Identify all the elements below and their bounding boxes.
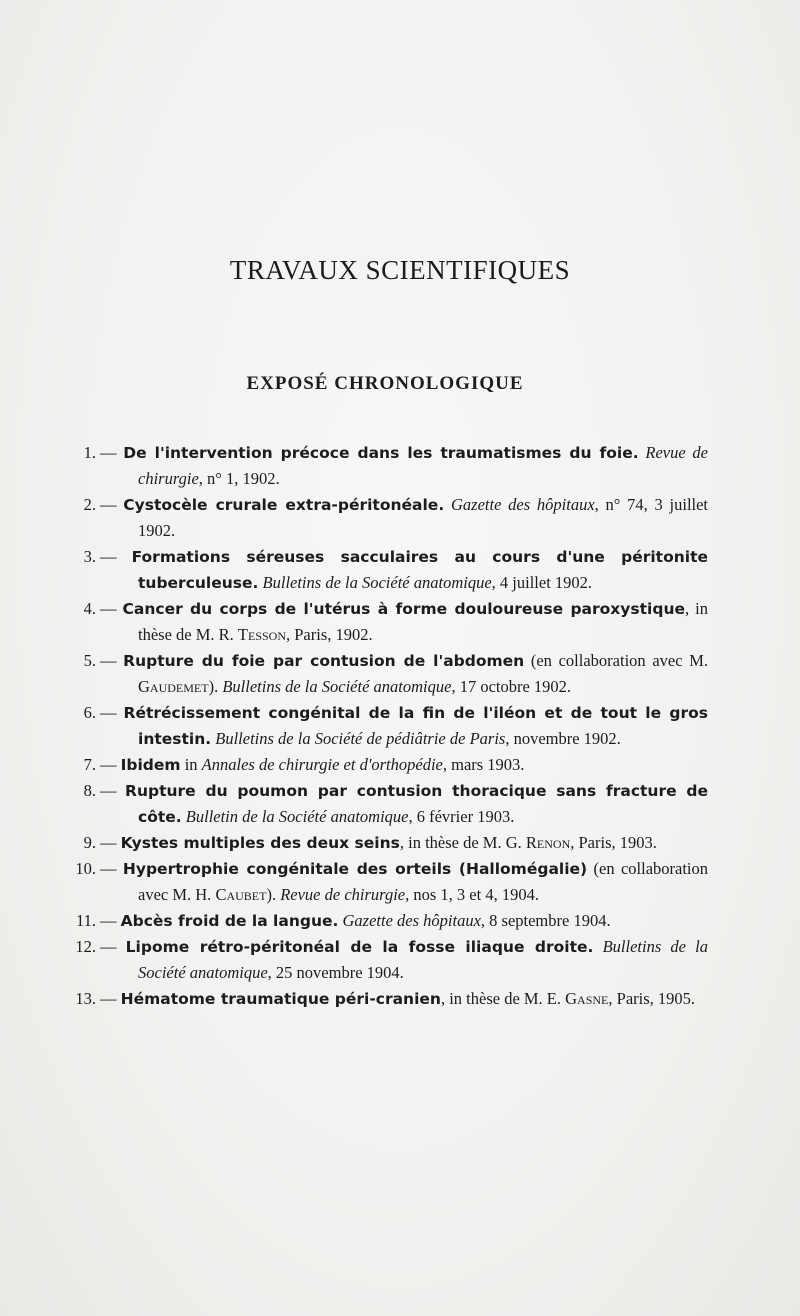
entry-number: 11.: [75, 911, 96, 930]
entry-dash: —: [100, 599, 123, 618]
entry-text-segment: , nos 1, 3 et 4, 1904.: [405, 885, 539, 904]
entry-number: 2.: [83, 495, 96, 514]
entry-number: 6.: [83, 703, 96, 722]
entry-title: Rétrécissement congénital de la fin de l'iléon et de tout le gros intestin.: [123, 704, 708, 748]
entry-text: [100, 830, 708, 856]
entry-publication: Bulletins de la Société anatomique: [262, 573, 492, 592]
entry-text: [100, 596, 709, 648]
entry-dash: —: [100, 937, 126, 956]
entry-text-segment: , Paris, 1902.: [286, 625, 373, 644]
entry-publication: Gazette des hôpitaux: [342, 911, 481, 930]
publication-entry: [0, 778, 800, 830]
entry-person-name: Tesson: [237, 625, 286, 644]
entry-publication: Gazette des hôpitaux: [450, 495, 595, 514]
entry-number: 10.: [75, 859, 96, 878]
entry-title: Kystes multiples des deux seins: [120, 834, 400, 852]
entry-number: 4.: [83, 599, 96, 618]
publication-entry: [0, 986, 800, 1012]
entry-text-segment: ).: [266, 885, 281, 904]
entry-text-segment: , 17 octobre 1902.: [451, 677, 572, 696]
entry-text-segment: , n° 74, 3 juillet 1902.: [138, 495, 709, 540]
entry-publication: Annales de chirurgie et d'orthopédie: [201, 755, 443, 774]
entry-number: 1.: [83, 443, 96, 462]
entry-publication: Bulletins de la Société anatomique: [222, 677, 452, 696]
entry-title: Rupture du foie par contusion de l'abdomen: [123, 652, 525, 670]
entry-text-segment: , Paris, 1903.: [570, 833, 657, 852]
entry-person-name: Gaudemet: [138, 677, 209, 696]
entry-dash: —: [100, 755, 121, 774]
publication-entry: [0, 596, 800, 648]
entry-title: Rupture du poumon par contusion thoracique sans fracture de côte.: [125, 782, 709, 826]
entry-dash: —: [100, 859, 123, 878]
entry-text-segment: , in thèse de M. G.: [399, 833, 526, 852]
entry-title: Abcès froid de la langue.: [120, 912, 339, 930]
entry-text-segment: , Paris, 1905.: [608, 989, 696, 1008]
entry-text-segment: [593, 937, 602, 956]
entry-title: Hématome traumatique péri-cranien: [120, 990, 441, 1008]
entry-person-name: Caubet: [215, 885, 267, 904]
entry-dash: —: [100, 651, 124, 670]
section-subtitle: EXPOSÉ CHRONOLOGIQUE: [246, 373, 524, 394]
publication-entry: [0, 830, 800, 856]
entry-number: 9.: [83, 833, 96, 852]
entry-publication: Revue de chirurgie: [138, 443, 709, 488]
entry-publication: Revue de chirurgie: [280, 885, 406, 904]
entry-text: [100, 440, 709, 492]
entry-text-segment: , n° 1, 1902.: [198, 469, 280, 488]
publication-entry: [0, 544, 800, 596]
entry-text: [100, 856, 708, 908]
entry-text: [100, 648, 708, 700]
entry-person-name: Renon: [525, 833, 571, 852]
entry-text-segment: [444, 495, 451, 514]
entry-text-segment: , in thèse de M. R.: [138, 599, 709, 644]
publication-list: [0, 440, 800, 1012]
entry-publication: Bulletins de la Société anatomique: [138, 937, 708, 982]
entry-dash: —: [100, 833, 121, 852]
entry-text: [100, 778, 709, 830]
entry-text-segment: , mars 1903.: [442, 755, 525, 774]
entry-publication: Bulletins de la Société de pédiâtrie de Paris: [215, 729, 506, 748]
entry-dash: —: [100, 989, 121, 1008]
entry-title: Cystocèle crurale extra-péritonéale.: [123, 496, 445, 514]
entry-text-segment: , novembre 1902.: [505, 729, 621, 748]
entry-text-segment: (en collaboration avec M. H.: [138, 859, 708, 904]
entry-dash: —: [100, 703, 124, 722]
publication-entry: [0, 492, 800, 544]
entry-text-segment: , 8 septembre 1904.: [480, 911, 611, 930]
entry-number: 7.: [83, 755, 96, 774]
entry-text-segment: in: [180, 755, 202, 774]
entry-title: Cancer du corps de l'utérus à forme douloureuse paroxystique: [122, 600, 686, 618]
page-title: TRAVAUX SCIENTIFIQUES: [229, 255, 571, 285]
entry-dash: —: [100, 495, 124, 514]
entry-text: [100, 752, 708, 778]
publication-entry: [0, 700, 800, 752]
entry-number: 12.: [75, 937, 96, 956]
entry-dash: —: [100, 911, 121, 930]
entry-text: [100, 986, 708, 1012]
publication-entry: [0, 752, 800, 778]
entry-number: 8.: [83, 781, 96, 800]
entry-title: Lipome rétro-péritonéal de la fosse iliaque droite.: [125, 938, 594, 956]
entry-title: De l'intervention précoce dans les traumatismes du foie.: [123, 444, 639, 462]
entry-text: [100, 908, 708, 934]
publication-entry: [0, 856, 800, 908]
publication-entry: [0, 908, 800, 934]
entry-title: Ibidem: [120, 756, 181, 774]
publication-entry: [0, 440, 800, 492]
entry-text: [100, 492, 709, 544]
entry-text: [100, 544, 708, 596]
entry-publication: Bulletin de la Société anatomique: [185, 807, 409, 826]
publication-entry: [0, 648, 800, 700]
entry-person-name: Gasne: [565, 989, 609, 1008]
entry-text-segment: , 25 novembre 1904.: [267, 963, 404, 982]
entry-text-segment: , in thèse de M. E.: [440, 989, 566, 1008]
publication-entry: [0, 934, 800, 986]
entry-dash: —: [100, 443, 124, 462]
entry-title: Formations séreuses sacculaires au cours d'une péritonite tuberculeuse.: [131, 548, 708, 592]
entry-number: 3.: [83, 547, 96, 566]
entry-dash: —: [100, 781, 126, 800]
entry-number: 13.: [75, 989, 96, 1008]
entry-text-segment: (en collaboration avec M.: [524, 651, 708, 670]
entry-title: Hypertrophie congénitale des orteils (Hallomégalie): [122, 860, 588, 878]
entry-text-segment: , 6 février 1903.: [408, 807, 515, 826]
entry-text: [100, 934, 708, 986]
entry-number: 5.: [83, 651, 96, 670]
entry-text-segment: , 4 juillet 1902.: [491, 573, 593, 592]
entry-text: [100, 700, 708, 752]
entry-text-segment: ).: [208, 677, 223, 696]
entry-dash: —: [100, 547, 132, 566]
